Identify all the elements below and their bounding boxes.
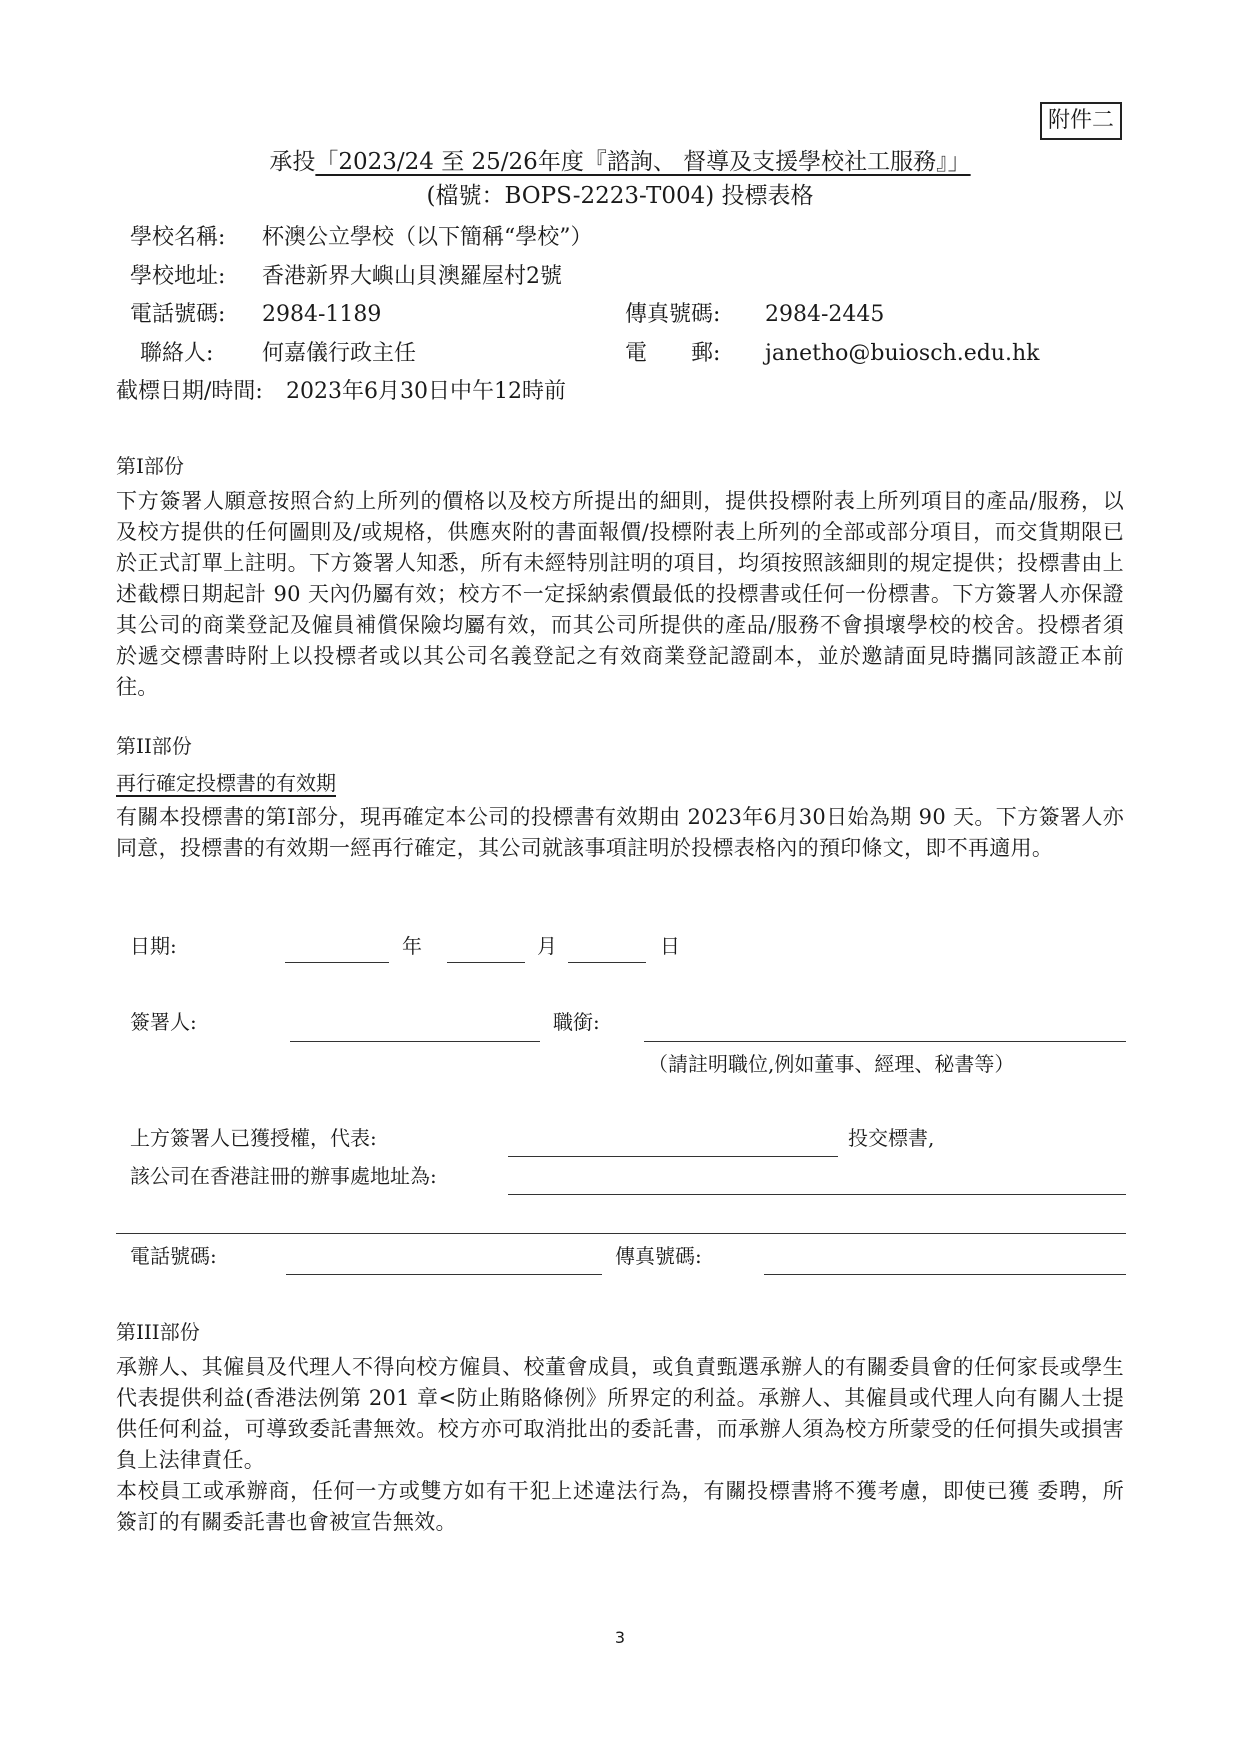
year-label: 年: [402, 934, 422, 958]
part2-subheading: 再行確定投標書的有效期: [116, 771, 336, 795]
school-name-value: 杯澳公立學校（以下簡稱“學校”）: [262, 225, 593, 250]
document-title: [0, 146, 1240, 178]
position-hint: （請註明職位,例如董事、經理、秘書等）: [648, 1052, 1015, 1076]
office-address-label: 該公司在香港註冊的辦事處地址為:: [130, 1164, 437, 1188]
annex-label: 附件二: [1040, 102, 1122, 140]
authorized-label: 上方簽署人已獲授權，代表:: [130, 1126, 377, 1150]
contact-label: 聯絡人:: [140, 341, 214, 366]
company-blank[interactable]: [508, 1156, 838, 1157]
month-blank[interactable]: [447, 962, 525, 963]
email-value: janetho@buiosch.edu.hk: [765, 341, 1040, 366]
contact-value: 何嘉儀行政主任: [262, 341, 417, 366]
fax-value: 2984-2445: [765, 302, 885, 327]
company-phone-blank[interactable]: [286, 1274, 602, 1275]
date-label: 日期:: [130, 934, 177, 958]
title-main: 「2023/24 至 25/26年度『諮詢、 督導及支援學校社工服務』」: [315, 149, 971, 175]
part3-text1: 承辦人、其僱員及代理人不得向校方僱員、校董會成員，或負責甄選承辦人的有關委員會的任何家長或學生代表提供利益(香港法例第 201 章<防止賄賂條例》所界定的利益。承辦人、其僱員或代理人向有關人士提供任何利益，可導致委託書無效。校方亦可取消批出的委託書，而承辦人須為校方所蒙受的任何損失或損害負上法律責任。: [116, 1355, 1124, 1472]
phone-value: 2984-1189: [262, 302, 382, 327]
part2-heading: 第II部份: [116, 734, 192, 758]
part1-heading: 第I部份: [116, 454, 184, 478]
part2-text: 有關本投標書的第I部分，現再確定本公司的投標書有效期由 2023年6月30日始為期 90 天。下方簽署人亦同意，投標書的有效期一經再行確定，其公司就該事項註明於投標表格內的預印條文，即不再適用。: [116, 805, 1124, 860]
fax-label: 傳真號碼:: [625, 302, 721, 327]
day-label: 日: [660, 934, 680, 958]
deadline-value: 2023年6月30日中午12時前: [286, 379, 566, 404]
school-address-label: 學校地址:: [130, 264, 226, 289]
office-address-blank-line2[interactable]: [116, 1233, 1126, 1234]
signer-blank[interactable]: [290, 1041, 540, 1042]
part3-heading: 第III部份: [116, 1320, 200, 1344]
document-subtitle: (檔號：BOPS-2223-T004) 投標表格: [426, 183, 814, 209]
company-fax-label: 傳真號碼:: [615, 1244, 702, 1268]
office-address-blank[interactable]: [508, 1194, 1126, 1195]
phone-label: 電話號碼:: [130, 302, 226, 327]
part1-text: 下方簽署人願意按照合約上所列的價格以及校方所提出的細則，提供投標附表上所列項目的產品/服務，以及校方提供的任何圖則及/或規格，供應夾附的書面報價/投標附表上所列的全部或部分項目，而交貨期限已於正式訂單上註明。下方簽署人知悉，所有未經特別註明的項目，均須按照該細則的規定提供；投標書由上述截標日期起計 90 天內仍屬有效；校方不一定採納索價最低的投標書或任何一份標書。下方簽署人亦保證其公司的商業登記及僱員補償保險均屬有效，而其公司所提供的產品/服務不會損壞學校的校舍。投標者須於遞交標書時附上以投標者或以其公司名義登記之有效商業登記證副本，並於邀請面見時攜同該證正本前往。: [116, 489, 1124, 699]
submit-label: 投交標書,: [848, 1126, 935, 1150]
school-name-label: 學校名稱:: [130, 225, 226, 250]
part3-text2: 本校員工或承辦商，任何一方或雙方如有干犯上述違法行為，有關投標書將不獲考慮，即使已獲 委聘，所簽訂的有關委託書也會被宣告無效。: [116, 1479, 1124, 1534]
email-label: 電 郵:: [625, 341, 721, 366]
day-blank[interactable]: [568, 962, 646, 963]
deadline-label: 截標日期/時間:: [116, 379, 263, 404]
position-label: 職銜:: [553, 1010, 600, 1034]
company-phone-label: 電話號碼:: [130, 1244, 217, 1268]
position-blank[interactable]: [644, 1041, 1126, 1042]
title-prefix: 承投: [269, 149, 316, 175]
company-fax-blank[interactable]: [764, 1274, 1126, 1275]
school-address-value: 香港新界大嶼山貝澳羅屋村2號: [262, 264, 562, 289]
year-blank[interactable]: [285, 962, 389, 963]
page-number: 3: [614, 1628, 626, 1647]
month-label: 月: [537, 934, 557, 958]
signer-label: 簽署人:: [130, 1010, 197, 1034]
